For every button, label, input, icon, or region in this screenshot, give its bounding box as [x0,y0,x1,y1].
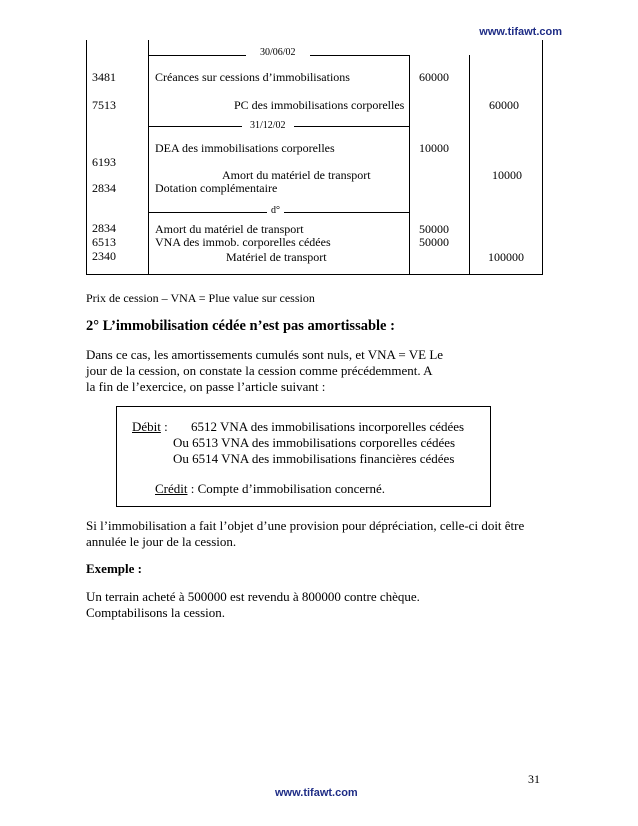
entry-label: Amort du matériel de transport [155,222,304,236]
paragraph-line: Dans ce cas, les amortissements cumulés sont nuls, et VNA = VE Le [86,347,444,362]
paragraph-line: Si l’immobilisation a fait l’objet d’une provision pour dépréciation, celle-ci doit être [86,518,525,533]
footer-url[interactable]: www.tifawt.com [275,787,358,799]
credit-text: : Compte d’immobilisation concerné. [187,481,385,496]
credit-label: Crédit [155,481,188,496]
entry-label: VNA des immob. corporelles cédées [155,235,331,249]
debit-account-line: 6512 VNA des immobilisations incorporelles cédées [191,419,465,434]
entry-date-1: 30/06/02 [246,47,310,58]
example-title: Exemple : [86,561,142,576]
journal-entry-box [116,406,491,507]
paragraph-line: Comptabilisons la cession. [86,605,226,620]
account-number: 3481 [92,70,116,84]
debit-label: Débit [132,419,161,434]
debit-line [132,419,168,435]
entry-label: Matériel de transport [226,250,327,264]
debit-amount: 50000 [419,222,449,236]
section-title: 2° L’immobilisation cédée n’est pas amortissable : [86,318,395,334]
account-number: 2340 [92,249,116,263]
entry-label: PC des immobilisations corporelles [234,98,405,112]
paragraph-line: jour de la cession, on constate la cession comme précédemment. A [86,363,433,378]
entry-label: DEA des immobilisations corporelles [155,141,335,155]
account-number: 6193 [92,155,116,169]
debit-column-divider [469,55,470,274]
account-column-divider [148,40,149,274]
account-number: 2834 [92,181,116,195]
credit-line [155,481,385,497]
label-column-divider [409,55,410,274]
credit-amount: 100000 [488,250,524,264]
entry-date-2: 31/12/02 [242,120,294,131]
entry-label: Créances sur cessions d’immobilisations [155,70,350,84]
paragraph-line: Un terrain acheté à 500000 est revendu à 800000 contre chèque. [86,589,420,604]
formula-text: Prix de cession – VNA = Plue value sur cession [86,291,315,305]
debit-colon: : [160,419,168,434]
debit-amount: 60000 [419,70,449,84]
account-number: 2834 [92,221,116,235]
debit-amount: 10000 [419,141,449,155]
paragraph-line: la fin de l’exercice, on passe l’article suivant : [86,379,326,394]
account-number: 6513 [92,235,116,249]
entry-label: Amort du matériel de transport [222,168,371,182]
debit-account-line: Ou 6514 VNA des immobilisations financières cédées [173,451,455,466]
debit-amount: 50000 [419,235,449,249]
entry-label: Dotation complémentaire [155,181,278,195]
entry-date-3: d° [267,205,284,216]
table-right-border [542,40,543,274]
paragraph-line: annulée le jour de la cession. [86,534,237,549]
credit-amount: 10000 [492,168,522,182]
credit-amount: 60000 [489,98,519,112]
debit-account-line: Ou 6513 VNA des immobilisations corporelles cédées [173,435,456,450]
table-left-border [86,40,87,274]
header-url[interactable]: www.tifawt.com [479,26,562,38]
account-number: 7513 [92,98,116,112]
table-bottom-border [86,274,543,275]
page-number: 31 [528,772,540,786]
